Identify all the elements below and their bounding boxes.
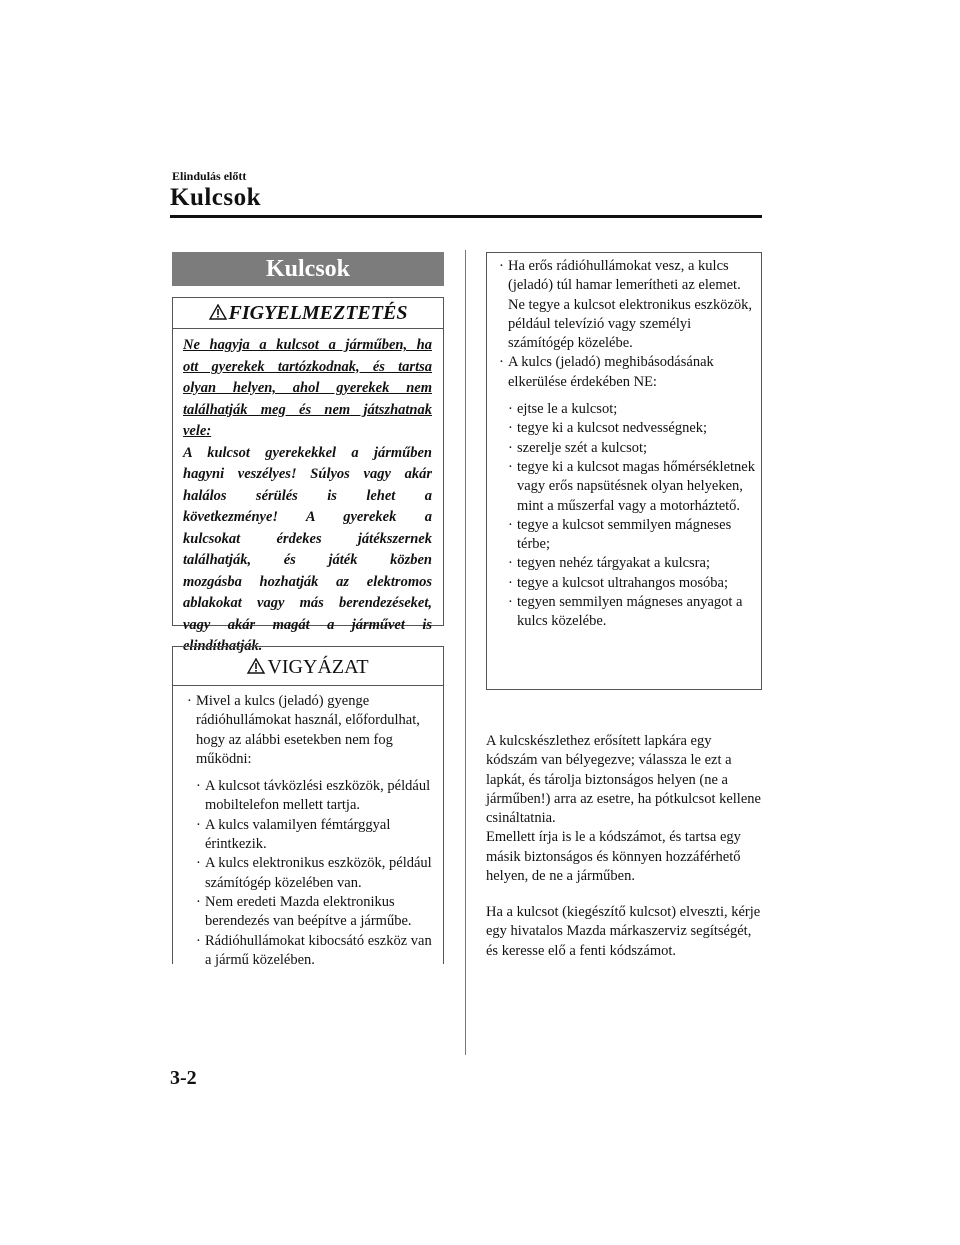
- sub-list: [196, 777, 439, 970]
- list-item: · tegyen semmilyen mágneses anyagot a kulcs közelébe.: [508, 594, 743, 630]
- body-paragraph: [486, 732, 762, 886]
- warning-triangle-icon: [247, 658, 265, 674]
- list-item: · A kulcs elektronikus eszközök, például számítógép közelében van.: [196, 855, 432, 891]
- warning-line: ablakokat vagy más berendezéseket,: [183, 595, 432, 611]
- bullet-icon: ·: [508, 401, 513, 418]
- warning-line: Ne hagyja a kulcsot a járműben, ha: [183, 337, 432, 353]
- bullet-icon: ·: [508, 555, 513, 572]
- body-text: Emellett írja is le a kódszámot, és tartsa egy másik biztonságos és könnyen hozzáférhető helyen, de ne a járműben.: [486, 829, 741, 885]
- bullet-icon: ·: [499, 258, 504, 274]
- list-item: · Ha erős rádióhullámokat vesz, a kulcs (jeladó) túl hamar lemerítheti az elemet. Ne tegye a kulcsot elektronikus eszközök, például televízió vagy személyi számítógép közelébe.: [499, 258, 753, 352]
- caution-continued-box: [486, 252, 762, 690]
- list-item: · tegye ki a kulcsot magas hőmérsékletnek vagy erős napsütésnek olyan helyeken, mint a műszerfal vagy a motorháztető.: [508, 458, 755, 514]
- list-item: · tegye ki a kulcsot nedvességnek;: [508, 419, 757, 438]
- warning-text: [173, 329, 443, 658]
- warning-header: [173, 298, 443, 329]
- warning-box: [172, 297, 444, 654]
- warning-line: következménye! A gyerekek a: [183, 509, 432, 525]
- bullet-icon: ·: [196, 816, 201, 833]
- caution-header: [173, 647, 443, 686]
- caution-heading: VIGYÁZAT: [267, 656, 369, 678]
- body-paragraph: Ha a kulcsot (kiegészítő kulcsot) elveszti, kérje egy hivatalos Mazda márkaszerviz segítségét, és keresse elő a fenti kódszámot.: [486, 904, 761, 959]
- warning-line: elindíthatják.: [183, 638, 263, 654]
- bullet-icon: ·: [508, 516, 513, 533]
- list-item: · tegye a kulcsot ultrahangos mosóba;: [508, 574, 757, 593]
- bullet-icon: ·: [196, 893, 201, 910]
- list-item: · Mivel a kulcs (jeladó) gyenge rádióhullámokat használ, előfordulhat, hogy az alábbi esetekben nem fog működni:: [187, 693, 420, 767]
- caution-continued-list: [499, 257, 757, 632]
- bullet-icon: ·: [187, 693, 192, 709]
- warning-line: hagyni veszélyes! Súlyos vagy akár: [183, 466, 432, 482]
- bullet-icon: ·: [508, 420, 513, 437]
- warning-line: vele:: [183, 423, 212, 439]
- column-divider: [465, 250, 466, 1055]
- list-item: · tegye a kulcsot semmilyen mágneses térbe;: [508, 516, 732, 553]
- page-number: 3-2: [170, 1067, 197, 1089]
- page-title: Kulcsok: [170, 184, 262, 211]
- list-item: · A kulcs valamilyen fémtárggyal érintkezik.: [196, 816, 391, 853]
- title-rule: [170, 215, 762, 218]
- warning-line: ott gyerekek tartózkodnak, és tartsa: [183, 358, 432, 375]
- list-item: · Nem eredeti Mazda elektronikus berendezés van beépítve a járműbe.: [196, 893, 412, 930]
- bullet-icon: ·: [508, 594, 513, 611]
- warning-line: találhatják meg és nem játszhatnak: [183, 401, 432, 418]
- bullet-icon: ·: [499, 354, 504, 371]
- body-text: A kulcskészlethez erősített lapkára egy kódszám van bélyegezve; válassza le ezt a lapkát, és tárolja biztonságos helyen (ne a járműben!) arra az esetre, ha pótkulcsot kellene csináltatnia.: [486, 733, 761, 827]
- warning-line: mozgásba hozhatják az elektromos: [183, 573, 432, 590]
- bullet-icon: ·: [196, 855, 201, 872]
- bullet-icon: ·: [196, 778, 201, 795]
- warning-triangle-icon: [209, 304, 227, 320]
- warning-line: olyan helyen, ahol gyerekek nem: [183, 380, 432, 396]
- list-item: · ejtse le a kulcsot;: [508, 400, 757, 419]
- warning-heading: FIGYELMEZTETÉS: [228, 302, 408, 324]
- bullet-icon: ·: [196, 932, 201, 949]
- bullet-icon: ·: [508, 458, 513, 475]
- section-banner: Kulcsok: [172, 252, 444, 286]
- bullet-icon: ·: [508, 439, 513, 456]
- list-item: · A kulcsot távközlési eszközök, például mobiltelefon mellett tartja.: [196, 778, 431, 814]
- warning-line: kulcsokat érdekes játékszernek: [183, 530, 432, 547]
- section-label: Elindulás előtt: [172, 169, 247, 183]
- list-item: · tegyen nehéz tárgyakat a kulcsra;: [508, 554, 757, 573]
- caution-box: [172, 646, 444, 968]
- warning-line: A kulcsot gyerekekkel a járműben: [183, 444, 432, 461]
- list-item: · Rádióhullámokat kibocsátó eszköz van a jármű közelében.: [196, 932, 432, 968]
- list-item: · szerelje szét a kulcsot;: [508, 439, 757, 458]
- bullet-icon: ·: [508, 574, 513, 591]
- warning-line: találhatják, és játék közben: [183, 552, 432, 568]
- caution-list: [187, 692, 439, 970]
- list-item: · A kulcs (jeladó) meghibásodásának elkerülése érdekében NE:: [499, 354, 714, 390]
- sub-list: [508, 400, 757, 632]
- warning-line: vagy akár magát a járművet is: [183, 616, 432, 633]
- warning-line: halálos sérülés is lehet a: [183, 487, 432, 504]
